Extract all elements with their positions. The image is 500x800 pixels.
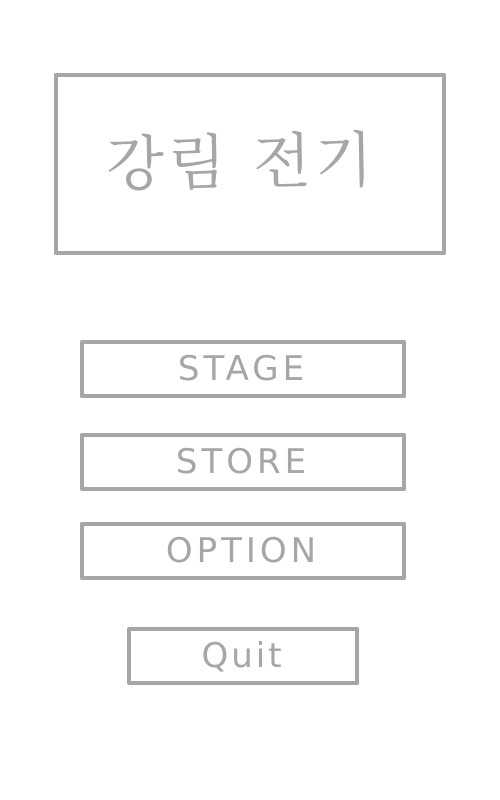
quit-button[interactable] — [127, 627, 359, 685]
title-box — [54, 73, 446, 255]
stage-button[interactable] — [80, 340, 406, 398]
option-button-label: OPTION — [165, 531, 321, 571]
stage-button-label: STAGE — [177, 349, 309, 389]
store-button[interactable] — [80, 433, 406, 491]
option-button[interactable] — [80, 522, 406, 580]
game-title: 강림 전기 — [105, 125, 378, 201]
quit-button-label: Quit — [201, 636, 285, 676]
store-button-label: STORE — [175, 442, 311, 482]
